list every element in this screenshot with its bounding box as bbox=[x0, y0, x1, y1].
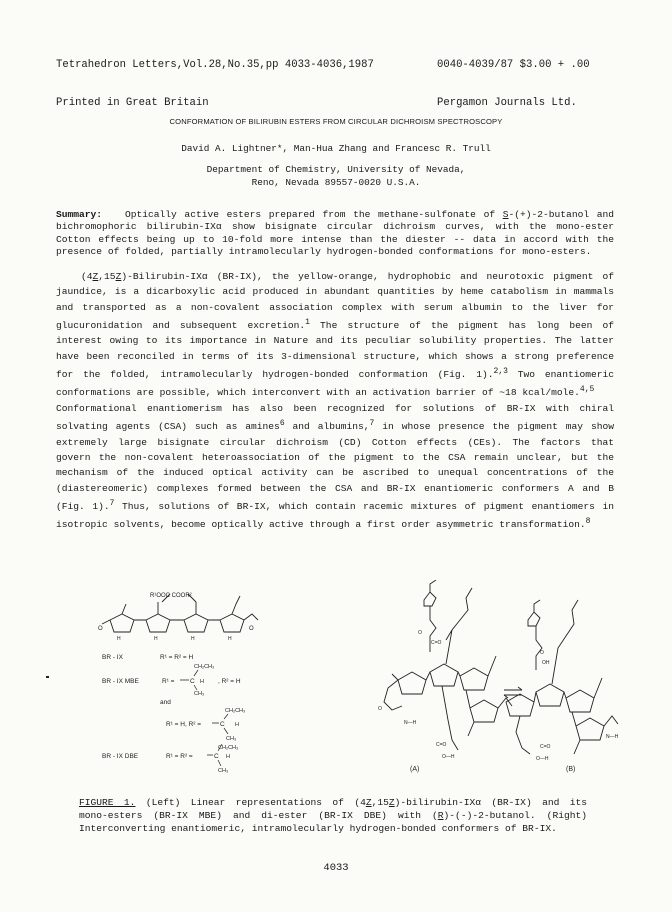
o-label: C=O bbox=[431, 640, 442, 646]
figure-1-structures bbox=[0, 580, 672, 790]
methyl-label: CH₃ bbox=[218, 768, 229, 774]
body-line: govern the non-covalent heteroassociation of the pigment to the CSA remain unclear, but the bbox=[56, 452, 614, 464]
carbon-label: C bbox=[190, 678, 195, 685]
t: Thus, solutions of BR-IX, which contain racemic mixtures of pigment enantiomers in bbox=[114, 501, 614, 513]
br-ix-dbe-label: BR - IX DBE bbox=[102, 753, 139, 760]
methyl-label: CH₃ bbox=[226, 736, 237, 742]
z-isomer: Z bbox=[115, 271, 122, 282]
r-config: R bbox=[437, 809, 444, 821]
t: )-(-)-2-butanol. (Right) bbox=[443, 809, 587, 821]
mbe-r2: , R² = H bbox=[218, 678, 241, 685]
carbon-label: C bbox=[214, 753, 219, 760]
t: solvating agents (CSA) such as amines bbox=[56, 421, 280, 433]
body-line: Conformational enantiomerism has also been recognized for solutions of BR-IX with chiral bbox=[56, 402, 614, 414]
affiliation-line-1: Department of Chemistry, University of Nevada, bbox=[206, 164, 466, 175]
body-line bbox=[56, 514, 614, 532]
conformer-a-label: (A) bbox=[410, 766, 420, 773]
o-label: C=O bbox=[436, 742, 447, 748]
hydrogen-label: H bbox=[226, 754, 230, 760]
stray-mark bbox=[46, 676, 49, 678]
dbe-substituents: R¹ = R² = bbox=[166, 753, 193, 760]
t: for the folded, intramolecularly hydrogen-bonded conformation (Fig. 1). bbox=[56, 369, 494, 381]
body-line: and transported as a non-covalent association complex with serum albumin to the liver for bbox=[56, 301, 614, 313]
body-line bbox=[56, 416, 614, 434]
body-line: extremely large bisignate circular dichroism (CD) Cotton effects (CEs). The factors that bbox=[56, 436, 614, 448]
summary-text: Optically active esters prepared from the methane-sulfonate of bbox=[124, 209, 503, 220]
ref-sup: 8 bbox=[585, 517, 591, 527]
oh-label: O—H bbox=[536, 756, 549, 762]
summary-line-4: presence of folded, partially intramolecularly hydrogen-bonded conformations for mono-esters. bbox=[56, 246, 592, 258]
alt-substituents: R¹ = H, R² = bbox=[166, 721, 202, 728]
publisher-line: Pergamon Journals Ltd. bbox=[437, 96, 577, 109]
body-line bbox=[56, 269, 614, 284]
journal-code bbox=[437, 34, 590, 122]
body-line: jaundice, is a dicarboxylic acid produced in abundant quantities by heme catabolism in mammals bbox=[56, 286, 614, 298]
ref-sup: 7 bbox=[369, 419, 375, 429]
o-label: O bbox=[540, 650, 544, 656]
price-line: 0040-4039/87 $3.00 + .00 bbox=[437, 59, 590, 71]
t: in whose presence the pigment may show bbox=[374, 421, 614, 433]
ref-sup: 2,3 bbox=[493, 366, 508, 376]
br-ix-mbe-label: BR - IX MBE bbox=[102, 678, 139, 685]
affiliation bbox=[0, 163, 672, 189]
page-number: 4033 bbox=[323, 862, 349, 874]
oxo-label: O bbox=[249, 626, 254, 632]
citation-line: Tetrahedron Letters,Vol.28,No.35,pp 4033-4036,1987 bbox=[56, 59, 374, 71]
o-label: O bbox=[378, 706, 382, 712]
body-line bbox=[56, 496, 614, 514]
summary-stereo: S bbox=[502, 209, 509, 220]
caption-line-2 bbox=[79, 810, 587, 823]
hydrogen-label: H bbox=[200, 679, 204, 685]
h-label: H bbox=[117, 636, 121, 642]
o-label: O bbox=[418, 630, 422, 636]
h-label: H bbox=[154, 636, 158, 642]
br-ix-label: BR - IX bbox=[102, 654, 123, 661]
carbon-label: C bbox=[220, 721, 225, 728]
summary-text: -(+)-2-butanol and bbox=[508, 209, 614, 220]
t: ,15 bbox=[371, 797, 389, 808]
figure-caption bbox=[79, 797, 587, 835]
h-label: H bbox=[228, 636, 232, 642]
t: (Left) Linear representations of (4 bbox=[135, 797, 366, 808]
body-line bbox=[56, 364, 614, 382]
ethyl-label: CH₂CH₃ bbox=[194, 664, 215, 670]
equilibrium-arrows bbox=[504, 687, 522, 698]
body-line: (diastereomeric) complexes formed between the CSA and BR-IX enantiomeric conformers A and B bbox=[56, 482, 614, 494]
ethyl-label: CH₂CH₃ bbox=[218, 745, 239, 751]
conformer-a-structure bbox=[378, 580, 512, 760]
t: ,15 bbox=[98, 271, 116, 282]
body-line: mechanism of the induced optical activity can be ascribed to unequal concentrations of the bbox=[56, 467, 614, 479]
body-paragraph bbox=[56, 269, 614, 533]
summary-line-1 bbox=[56, 209, 614, 221]
t: The structure of the pigment has long been of bbox=[309, 320, 614, 332]
nh-label: N—H bbox=[404, 720, 417, 726]
z-isomer: Z bbox=[365, 797, 372, 808]
t: Two enantiomeric bbox=[507, 369, 615, 381]
t: )-bilirubin-IXα (BR-IX) and its bbox=[394, 797, 587, 808]
t: )-Bilirubin-IXα (BR-IX), the yellow-orange, hydrophobic and neurotoxic pigment of bbox=[121, 271, 614, 282]
affiliation-line-2: Reno, Nevada 89557-0020 U.S.A. bbox=[251, 177, 421, 188]
conformer-b-structure bbox=[506, 600, 619, 762]
ref-sup: 1 bbox=[305, 317, 310, 327]
z-isomer: Z bbox=[388, 797, 395, 808]
body-line: have been reconciled in terms of its 3-dimensional structure, which shows a strong preference bbox=[56, 350, 614, 362]
authors: David A. Lightner*, Man-Hua Zhang and Francesc R. Trull bbox=[181, 143, 491, 154]
caption-line-1 bbox=[79, 797, 587, 810]
nh-label: N—H bbox=[606, 734, 619, 740]
t: mono-esters (BR-IX MBE) and di-ester (BR-IX DBE) with ( bbox=[79, 809, 438, 821]
t: glucuronidation and subsequent excretion. bbox=[56, 320, 306, 332]
z-isomer: Z bbox=[92, 271, 99, 282]
methyl-label: CH₃ bbox=[194, 691, 205, 697]
oh-label: O—H bbox=[442, 754, 455, 760]
t: isotropic solvents, become optically active through a first order asymmetric transformation. bbox=[56, 519, 586, 531]
summary-line-2: bichromophoric bilirubin-IXα show bisignate circular dichroism curves, with the mono-ester bbox=[56, 221, 614, 233]
and-label: and bbox=[160, 699, 171, 706]
hydrogen-label: H bbox=[235, 722, 239, 728]
caption-label: FIGURE 1. bbox=[79, 797, 136, 808]
article-title: CONFORMATION OF BILIRUBIN ESTERS FROM CIRCULAR DICHROISM SPECTROSCOPY bbox=[169, 117, 503, 126]
h-label: H bbox=[191, 636, 195, 642]
ethyl-label: CH₂CH₃ bbox=[225, 708, 246, 714]
ref-sup: 7 bbox=[109, 498, 115, 508]
o-label: OH bbox=[542, 660, 550, 666]
body-line bbox=[56, 382, 614, 400]
br-ix-substituents: R¹ = R² = H bbox=[160, 654, 194, 661]
ref-sup: 4,5 bbox=[579, 385, 595, 395]
t: (4 bbox=[81, 271, 93, 282]
o-label: C=O bbox=[540, 744, 551, 750]
caption-line-3: Interconverting enantiomeric, intramolecularly hydrogen-bonded conformers of BR-IX. bbox=[79, 822, 557, 834]
summary-label: Summary: bbox=[56, 209, 103, 220]
t: (Fig. 1). bbox=[56, 501, 110, 513]
oxo-label: O bbox=[98, 626, 103, 632]
ref-sup: 6 bbox=[279, 419, 285, 429]
journal-citation bbox=[56, 34, 374, 122]
t: conformations are possible, which interconvert with an activation barrier of ~18 kcal/mole. bbox=[56, 387, 580, 399]
mbe-r1: R¹ = bbox=[162, 678, 175, 685]
bilirubin-linear-structure bbox=[98, 593, 258, 642]
body-line: interest owing to its importance in Nature and its peculiar solubility properties. The latter bbox=[56, 335, 614, 347]
substituent-table bbox=[102, 654, 245, 774]
summary-line-3: Cotton effects being up to 10-fold more intense than the diester -- data in accord with the bbox=[56, 233, 614, 245]
body-line bbox=[56, 315, 614, 333]
summary bbox=[56, 209, 614, 259]
conformer-b-label: (B) bbox=[566, 766, 576, 773]
printed-in-line: Printed in Great Britain bbox=[56, 96, 209, 109]
cooh-labels: R¹OOC COOR² bbox=[150, 593, 192, 599]
t: and albumins, bbox=[284, 421, 370, 433]
